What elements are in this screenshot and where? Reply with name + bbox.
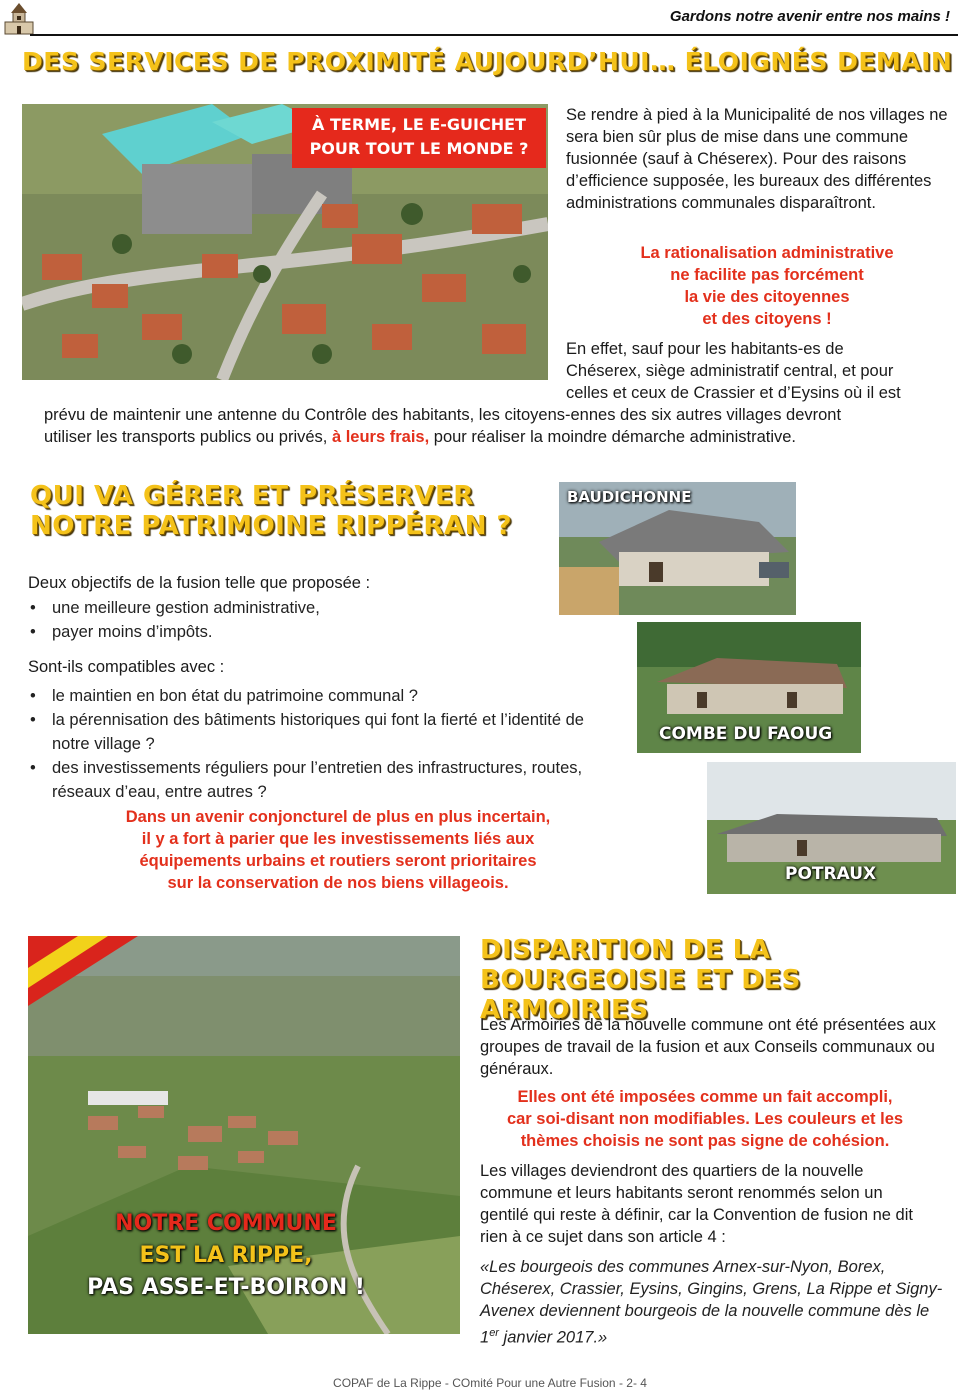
- potraux-photo: [707, 762, 956, 894]
- baudichonne-caption: BAUDICHONNE: [567, 488, 692, 506]
- section3-highlight-line3: thèmes choisis ne sont pas signe de cohésion.: [520, 1132, 890, 1150]
- section2-intro: Deux objectifs de la fusion telle que proposée :: [28, 574, 371, 592]
- combe-du-faoug-photo: [637, 622, 861, 753]
- aerial-village-photo: [22, 104, 548, 380]
- objective-item: • payer moins d’impôts.: [26, 620, 566, 644]
- p2-line2: Chéserex, siège administratif central, et pour: [566, 362, 894, 380]
- la-rippe-caption: [28, 1208, 424, 1304]
- section1-paragraph1: Se rendre à pied à la Municipalité de nos villages ne sera bien sûr plus de mise dans une commune fusionnée (sauf à Chéserex). Pour des raisons d’efficience supposée, les bureaux des différentes administrations communales disparaîtront.: [566, 106, 948, 212]
- objectives-list: [26, 596, 566, 644]
- compatibility-item: • le maintien en bon état du patrimoine communal ?: [26, 684, 598, 708]
- p2-last-red: à leurs frais,: [331, 428, 430, 446]
- callout-line1: À TERME, LE E-GUICHET: [312, 115, 526, 134]
- section3-title: [480, 936, 960, 1026]
- section1-highlight-line4: et des citoyens !: [702, 310, 832, 328]
- section2-highlight-line3: équipements urbains et routiers seront prioritaires: [139, 852, 537, 870]
- e-guichet-callout: [292, 108, 546, 168]
- convention-quote: [480, 1256, 950, 1349]
- section1-title: DES SERVICES DE PROXIMITÉ AUJOURD’HUI… ÉLOIGNÉS DEMAIN: [22, 47, 953, 76]
- quote-sup: er: [489, 1327, 499, 1339]
- section3-highlight-line2: car soi-disant non modifiables. Les couleurs et les: [506, 1110, 904, 1128]
- section2-title-line1: QUI VA GÉRER ET PRÉSERVER: [30, 481, 474, 511]
- section2-title-line2: NOTRE PATRIMOINE RIPPÉRAN ?: [30, 510, 512, 541]
- callout-line2: POUR TOUT LE MONDE ?: [309, 139, 529, 158]
- section1-paragraph2: [566, 338, 966, 404]
- section3-paragraph2: Les villages deviendront des quartiers de la nouvelle commune et leurs habitants seront renommés selon un gentilé qui reste à définir, car la Convention de fusion ne dit rien à ce sujet dans son article 4 :: [480, 1162, 913, 1246]
- section1-highlight-line2: ne facilite pas forcément: [670, 266, 864, 284]
- section1-paragraph2-continued: [44, 404, 964, 448]
- footer-text: COPAF de La Rippe - COmité Pour une Autre Fusion - 2- 4: [333, 1376, 647, 1390]
- header-divider: [30, 34, 958, 36]
- church-logo-icon: [4, 2, 34, 36]
- p2-last-before: utiliser les transports publics ou privés,: [44, 428, 332, 446]
- section1-highlight-line1: La rationalisation administrative: [640, 244, 894, 262]
- p2-last-after: pour réaliser la moindre démarche administrative.: [429, 428, 797, 446]
- section3-highlight-line1: Elles ont été imposées comme un fait accompli,: [517, 1088, 893, 1106]
- compatibility-list: [26, 684, 598, 804]
- baudichonne-photo: [559, 482, 796, 615]
- p2-line4: prévu de maintenir une antenne du Contrôle des habitants, les citoyens-ennes des six autres villages devront: [44, 406, 842, 424]
- caption-line3: PAS ASSE-ET-BOIRON !: [87, 1275, 365, 1300]
- section2-highlight: [50, 806, 626, 894]
- p2-line1: En effet, sauf pour les habitants-es de: [566, 340, 844, 358]
- header-slogan: Gardons notre avenir entre nos mains !: [669, 8, 950, 25]
- combe-du-faoug-caption: COMBE DU FAOUG: [659, 724, 833, 744]
- section2-title: [30, 482, 550, 542]
- objective-item: • une meilleure gestion administrative,: [26, 596, 566, 620]
- caption-line2: EST LA RIPPE,: [139, 1243, 313, 1268]
- section3-title-line2: BOURGEOISIE ET DES ARMOIRIES: [480, 964, 801, 1025]
- p2-line3: celles et ceux de Crassier et d’Eysins où il est: [566, 384, 901, 402]
- section3-highlight: [474, 1086, 936, 1152]
- caption-line1: NOTRE COMMUNE: [115, 1211, 337, 1236]
- quote-after: janvier 2017.»: [498, 1328, 608, 1347]
- la-rippe-aerial-photo: [28, 936, 460, 1334]
- section1-highlight-line3: la vie des citoyennes: [684, 288, 850, 306]
- section3-paragraph1: Les Armoiries de la nouvelle commune ont été présentées aux groupes de travail de la fusion et aux Conseils communaux ou généraux.: [480, 1016, 936, 1078]
- section3-title-line1: DISPARITION DE LA: [480, 935, 771, 965]
- section1-highlight: [566, 242, 968, 330]
- compatibility-item: • des investissements réguliers pour l’entretien des infrastructures, routes, réseaux d’eau, entre autres ?: [26, 756, 598, 804]
- section2-question: Sont-ils compatibles avec :: [28, 658, 225, 676]
- section2-highlight-line1: Dans un avenir conjoncturel de plus en plus incertain,: [125, 808, 551, 826]
- section2-highlight-line2: il y a fort à parier que les investissements liés aux: [141, 830, 535, 848]
- section2-highlight-line4: sur la conservation de nos biens villageois.: [167, 874, 509, 892]
- p2-line5: [44, 426, 964, 448]
- compatibility-item: • la pérennisation des bâtiments historiques qui font la fierté et l’identité de notre village ?: [26, 708, 598, 756]
- potraux-caption: POTRAUX: [785, 864, 877, 884]
- quote-before: «Les bourgeois des communes Arnex-sur-Nyon, Borex, Chéserex, Crassier, Eysins, Gingins, Grens, La Rippe et Signy-Avenex deviennent bourgeois de la nouvelle commune dès le 1: [480, 1258, 943, 1347]
